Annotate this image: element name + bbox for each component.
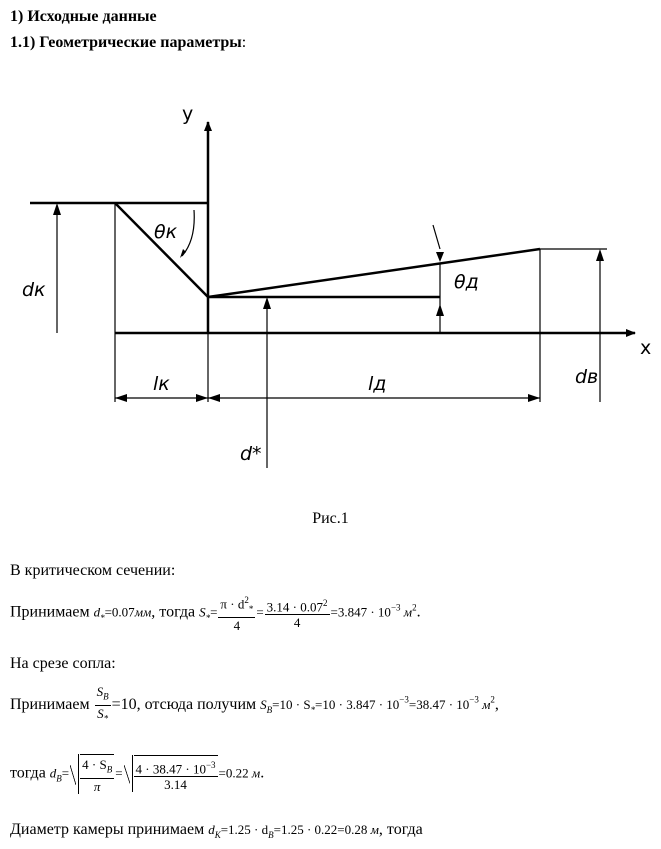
dk-label: dк: [22, 279, 46, 301]
dv-label: dв: [575, 366, 599, 388]
divergent-line: [208, 249, 540, 297]
lk-label: lк: [153, 373, 170, 395]
heading-geometric-params: 1.1) Геометрические параметры:: [10, 34, 247, 51]
ld-label: lд: [368, 373, 387, 395]
critical-section-heading: В критическом сечении:: [10, 562, 176, 579]
d-star-label: d*: [240, 443, 262, 465]
exit-area-equation: Принимаем $\frac{S_В}{S_*}$ =10, отсюда получим $S_В=10 \cdot S_*=10 \cdot 3.847 \cdot 10^{-3}=38.47 \cdot 10^{-3}$ $м^2$,: [10, 684, 499, 724]
y-axis-label: y: [182, 103, 194, 125]
nozzle-geometry-figure: [0, 80, 661, 510]
exit-diameter-equation: тогда $d_В=$ $\frac{4 \cdot S_В}{\pi}$ = $\frac{4 \cdot 38.47 \cdot 10^{-3}}{3.14}$ =0.22 м.: [10, 754, 264, 794]
theta-k-arc: [182, 210, 194, 256]
x-axis-label: x: [640, 337, 652, 359]
nozzle-cut-heading: На срезе сопла:: [10, 655, 116, 672]
heading-initial-data: 1) Исходные данные: [10, 8, 157, 25]
chamber-diameter-equation: Диаметр камеры принимаем $d_К=1.25 \cdot d_В=1.25 \cdot 0.22=0.28$ м, тогда: [10, 821, 423, 841]
theta-k-label: θк: [154, 221, 178, 243]
critical-area-equation: Принимаем $d_*=0.07мм$, тогда $S_*=$ $\frac{\pi \cdot d^2_*}{4}$ = $\frac{3.14 \cdot 0.07^2}{4}$ $=3.847 \cdot 10^{-3}$ $м^2$.: [10, 595, 421, 633]
theta-d-label: θд: [454, 271, 479, 293]
figure-caption: Рис.1: [312, 510, 349, 527]
